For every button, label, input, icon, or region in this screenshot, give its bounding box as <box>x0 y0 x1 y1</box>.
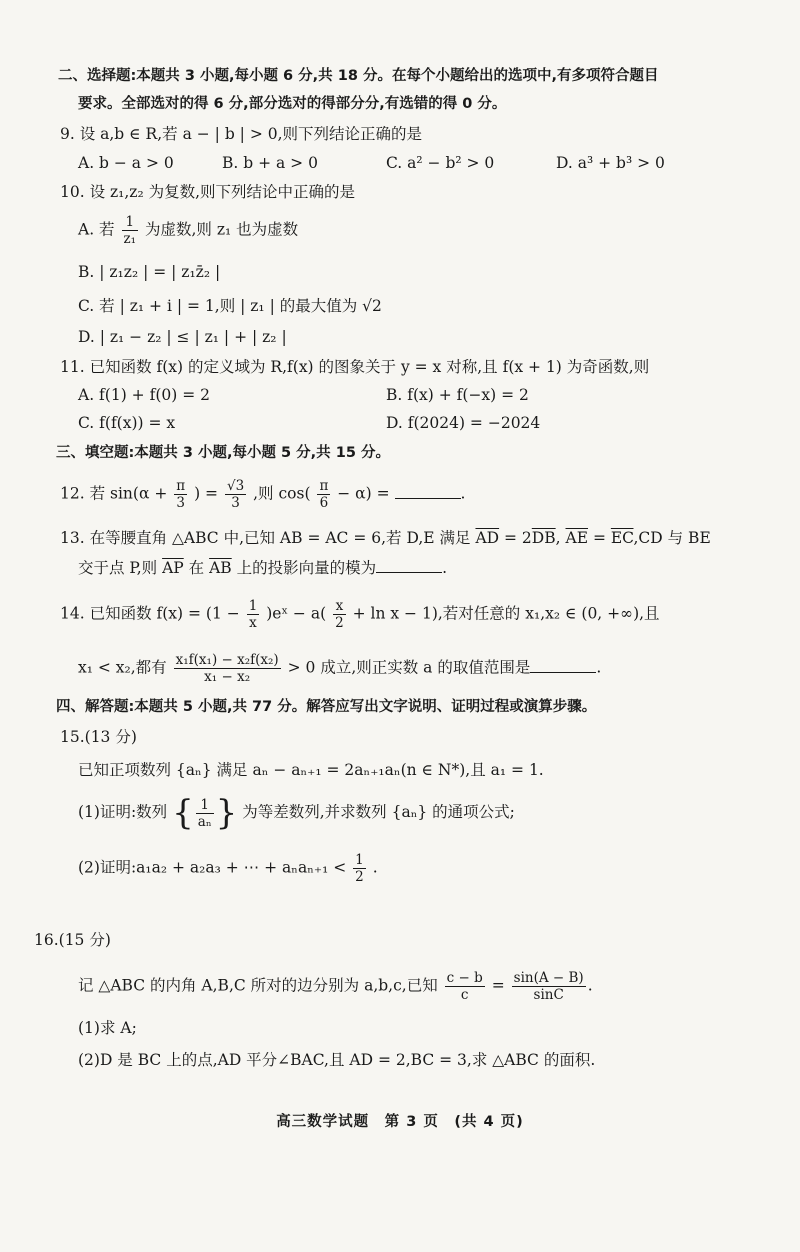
q16-given: 记 △ABC 的内角 A,B,C 所对的边分别为 a,b,c,已知 $\frac{c - b}{c}$ = $\frac{\sin(A - B)}{\sin C}$ . <box>78 970 593 1003</box>
q12: 12. 若 sin(α + $\frac{\pi}{3}$ ) = $\frac{√3}{3}$ ,则 cos( $\frac{\pi}{6}$ − α) = . <box>60 478 466 511</box>
q15-heading: 15.(13 分) <box>60 728 137 746</box>
q16-heading: 16.(15 分) <box>34 931 111 949</box>
q10-stem: 10. 设 z₁,z₂ 为复数,则下列结论中正确的是 <box>60 183 356 201</box>
section-2-title-line1: 二、选择题:本题共 3 小题,每小题 6 分,共 18 分。在每个小题给出的选项中,有多项符合题目 <box>58 68 659 84</box>
q13-line2: 交于点 P,则 $\overline{AP}$ 在 $\overline{AB}$ 上的投影向量的模为 . <box>78 559 448 577</box>
q11-option-a: A. f(1) + f(0) = 2 <box>78 386 210 404</box>
q13-answer-blank[interactable] <box>376 558 442 573</box>
q15-part2: (2)证明:a₁a₂ + a₂a₃ + ⋯ + aₙaₙ₊₁ < $\frac{1}{2}$ . <box>78 852 378 885</box>
q10-option-a: A. 若 $\frac{1}{\text{z₁}}$ 为虚数,则 z₁ 也为虚数 <box>78 214 299 247</box>
q16-part1: (1)求 A; <box>78 1019 137 1037</box>
q9-option-a: A. b − a > 0 <box>78 154 174 172</box>
page-footer: 高三数学试题 第 3 页 (共 4 页) <box>276 1114 524 1130</box>
q16-part2: (2)D 是 BC 上的点,AD 平分∠BAC,且 AD = 2,BC = 3,求 △ABC 的面积. <box>78 1051 596 1069</box>
q15-given: 已知正项数列 {aₙ} 满足 aₙ − aₙ₊₁ = 2aₙ₊₁aₙ(n ∈ N*),且 a₁ = 1. <box>78 761 544 779</box>
q9-stem: 9. 设 a,b ∈ R,若 a − | b | > 0,则下列结论正确的是 <box>60 125 423 143</box>
q9-option-d: D. a³ + b³ > 0 <box>556 154 665 172</box>
section-2-title-line2: 要求。全部选对的得 6 分,部分选对的得部分分,有选错的得 0 分。 <box>78 96 507 112</box>
q12-answer-blank[interactable] <box>395 484 461 499</box>
q15-part1: (1)证明:数列 { $\frac{1}{\text{aₙ}}$ } 为等差数列,并求数列 {aₙ} 的通项公式; <box>78 793 515 833</box>
q14-line2: x₁ < x₂,都有 $\frac{\text{x₁f(x₁) − x₂f(x₂)}}{\text{x₁ − x₂}}$ > 0 成立,则正实数 a 的取值范围是 . <box>78 652 602 685</box>
q10-fraction: $\frac{1}{\text{z₁}}$ <box>123 214 137 247</box>
q11-option-b: B. f(x) + f(−x) = 2 <box>386 386 529 404</box>
q11-option-c: C. f(f(x)) = x <box>78 414 176 432</box>
q14-line1: 14. 已知函数 f(x) = (1 − $\frac{1}{x}$ )eˣ − a( $\frac{x}{2}$ + ln x − 1),若对任意的 x₁,x₂ ∈ (0, +∞),且 <box>60 598 660 631</box>
q9-option-c: C. a² − b² > 0 <box>386 154 495 172</box>
section-4-title: 四、解答题:本题共 5 小题,共 77 分。解答应写出文字说明、证明过程或演算步骤。 <box>56 699 597 715</box>
section-3-title: 三、填空题:本题共 3 小题,每小题 5 分,共 15 分。 <box>56 445 390 461</box>
q11-option-d: D. f(2024) = −2024 <box>386 414 541 432</box>
q13-line1: 13. 在等腰直角 △ABC 中,已知 AB = AC = 6,若 D,E 满足 $\overline{AD} = 2\overline{DB}$, $\overline{AE} = \overline{EC},CD$ 与 BE <box>60 529 711 547</box>
q10-option-c: C. 若 | z₁ + i | = 1,则 | z₁ | 的最大值为 √2 <box>78 297 382 315</box>
q9-option-b: B. b + a > 0 <box>222 154 318 172</box>
q11-stem: 11. 已知函数 f(x) 的定义域为 R,f(x) 的图象关于 y = x 对称,且 f(x + 1) 为奇函数,则 <box>60 358 650 376</box>
q14-answer-blank[interactable] <box>530 658 596 673</box>
q10-option-d: D. | z₁ − z₂ | ≤ | z₁ | + | z₂ | <box>78 328 287 346</box>
q10-option-b: B. | z₁z₂ | = | z₁z̄₂ | <box>78 263 221 281</box>
